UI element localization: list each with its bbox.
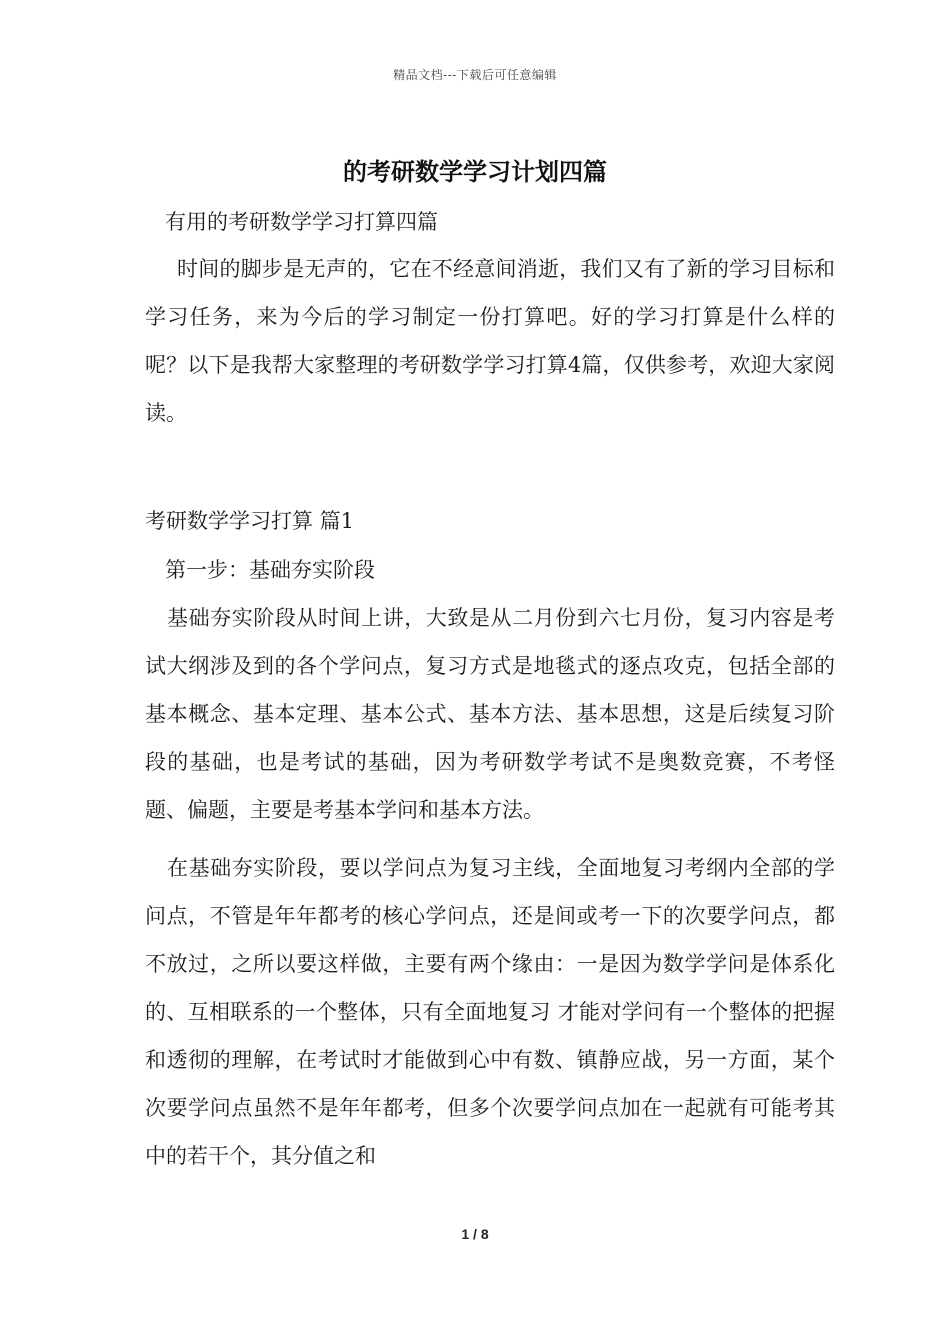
page-header: 精品文档---下载后可任意编辑 [393, 68, 557, 82]
body-paragraph-1: 基础夯实阶段从时间上讲，大致是从二月份到六七月份，复习内容是考试大纲涉及到的各个学问点，复习方式是地毯式的逐点攻克，包括全部的基本概念、基本定理、基本公式、基本方法、基本思想，这是后续复习阶段的基础，也是考试的基础，因为考研数学考试不是奥数竞赛，不考怪题、偏题，主要是考基本学问和基本方法。 [145, 606, 835, 822]
body-paragraph-2: 在基础夯实阶段，要以学问点为复习主线，全面地复习考纲内全部的学问点，不管是年年都考的核心学问点，还是间或考一下的次要学问点，都不放过，之所以要这样做，主要有两个缘由：一是因为数学学问是体系化的、互相联系的一个整体，只有全面地复习 才能对学问有一个整体的把握和透彻的理解，在考试时才能做到心中有数、镇静应战，另一方面，某个次要学问点虽然不是年年都考，但多个次要学问点加在一起就有可能考其中的若干个，其分值之和 [145, 856, 835, 1168]
document-title: 的考研数学学习计划四篇 [343, 157, 607, 186]
document-subtitle: 有用的考研数学学习打算四篇 [165, 210, 438, 234]
page-number: 1 / 8 [461, 1226, 489, 1242]
section-heading: 考研数学学习打算 篇1 [145, 509, 355, 533]
step-heading: 第一步：基础夯实阶段 [165, 558, 375, 582]
intro-paragraph: 时间的脚步是无声的，它在不经意间消逝，我们又有了新的学习目标和学习任务，来为今后的学习制定一份打算吧。好的学习打算是什么样的呢？以下是我帮大家整理的考研数学学习打算4篇，仅供参考，欢迎大家阅读。 [145, 257, 835, 425]
